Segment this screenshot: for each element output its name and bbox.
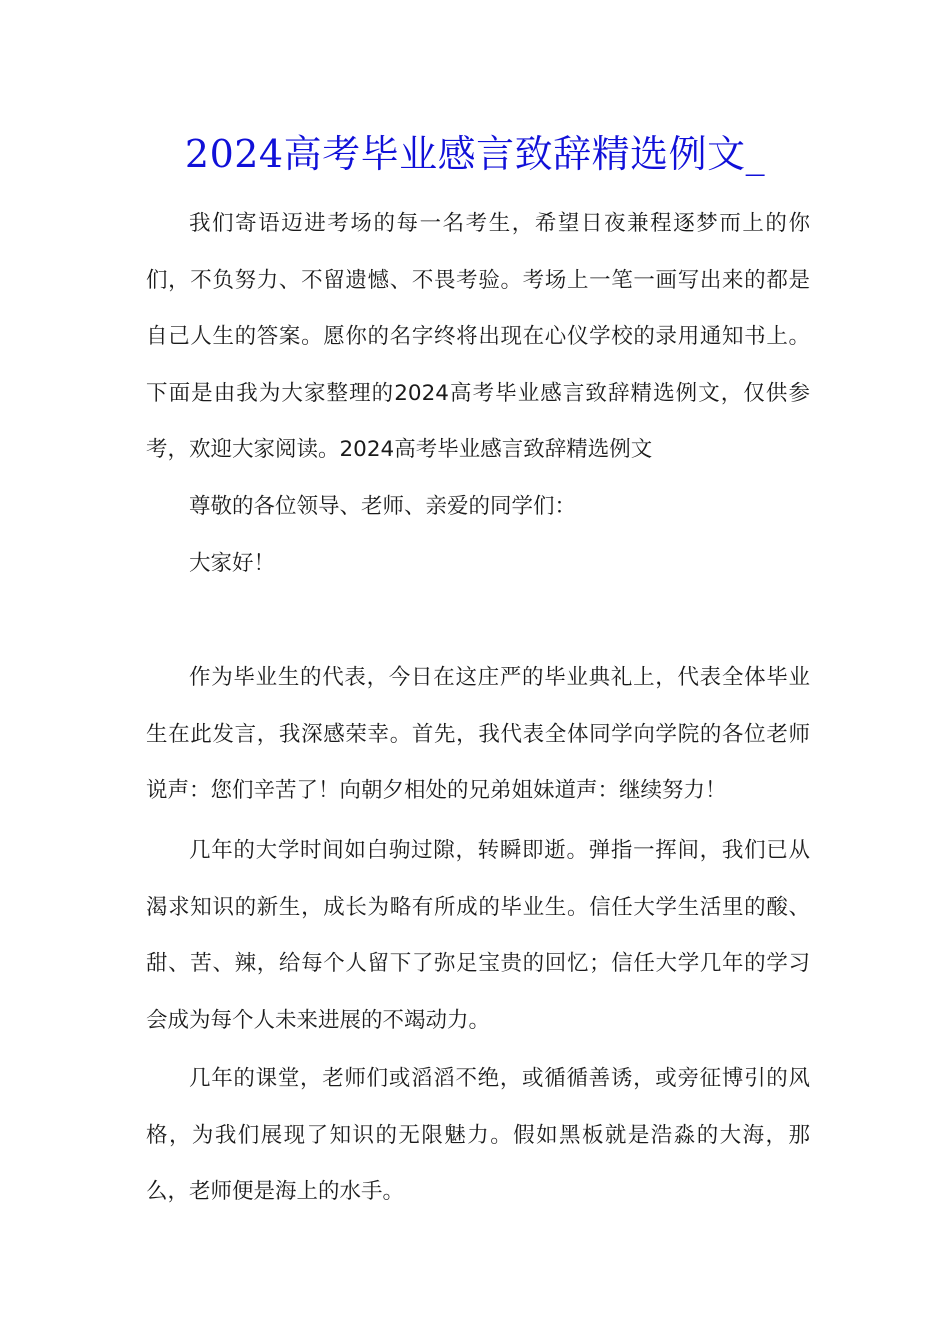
paragraph-greeting [146,536,810,593]
paragraph-text: 我们寄语迈进考场的每一名考生，希望日夜兼程逐梦而上的你们，不负努力、不留遗憾、不畏考验。考场上一笔一画写出来的都是自己人生的答案。愿你的名字终将出现在心仪学校的录用通知书上。下面是由我为大家整理的2024高考毕业感言致辞精选例文，仅供参考，欢迎大家阅读。2024高考毕业感言致辞精选例文 [146,211,810,462]
paragraph-text: 作为毕业生的代表，今日在这庄严的毕业典礼上，代表全体毕业生在此发言，我深感荣幸。首先，我代表全体同学向学院的各位老师说声：您们辛苦了！向朝夕相处的兄弟姐妹道声：继续努力！ [146,665,810,803]
paragraph-text: 尊敬的各位领导、老师、亲爱的同学们： [189,494,577,519]
document-title: 2024高考毕业感言致辞精选例文_ [184,132,766,176]
paragraph-text: 大家好！ [189,551,276,576]
paragraph-classroom [146,1051,810,1221]
paragraph-text: 几年的大学时间如白驹过隙，转瞬即逝。弹指一挥间，我们已从渴求知识的新生，成长为略有所成的毕业生。信任大学生活里的酸、甜、苦、辣，给每个人留下了弥足宝贵的回忆；信任大学几年的学习会成为每个人未来进展的不竭动力。 [146,838,810,1033]
paragraph-representative [146,650,810,820]
paragraph-text: 几年的课堂，老师们或滔滔不绝，或循循善诱，或旁征博引的风格，为我们展现了知识的无限魅力。假如黑板就是浩淼的大海，那么，老师便是海上的水手。 [146,1066,810,1204]
paragraph-salutation [146,479,810,536]
paragraph-intro [146,196,810,479]
paragraph-college-years [146,823,810,1049]
